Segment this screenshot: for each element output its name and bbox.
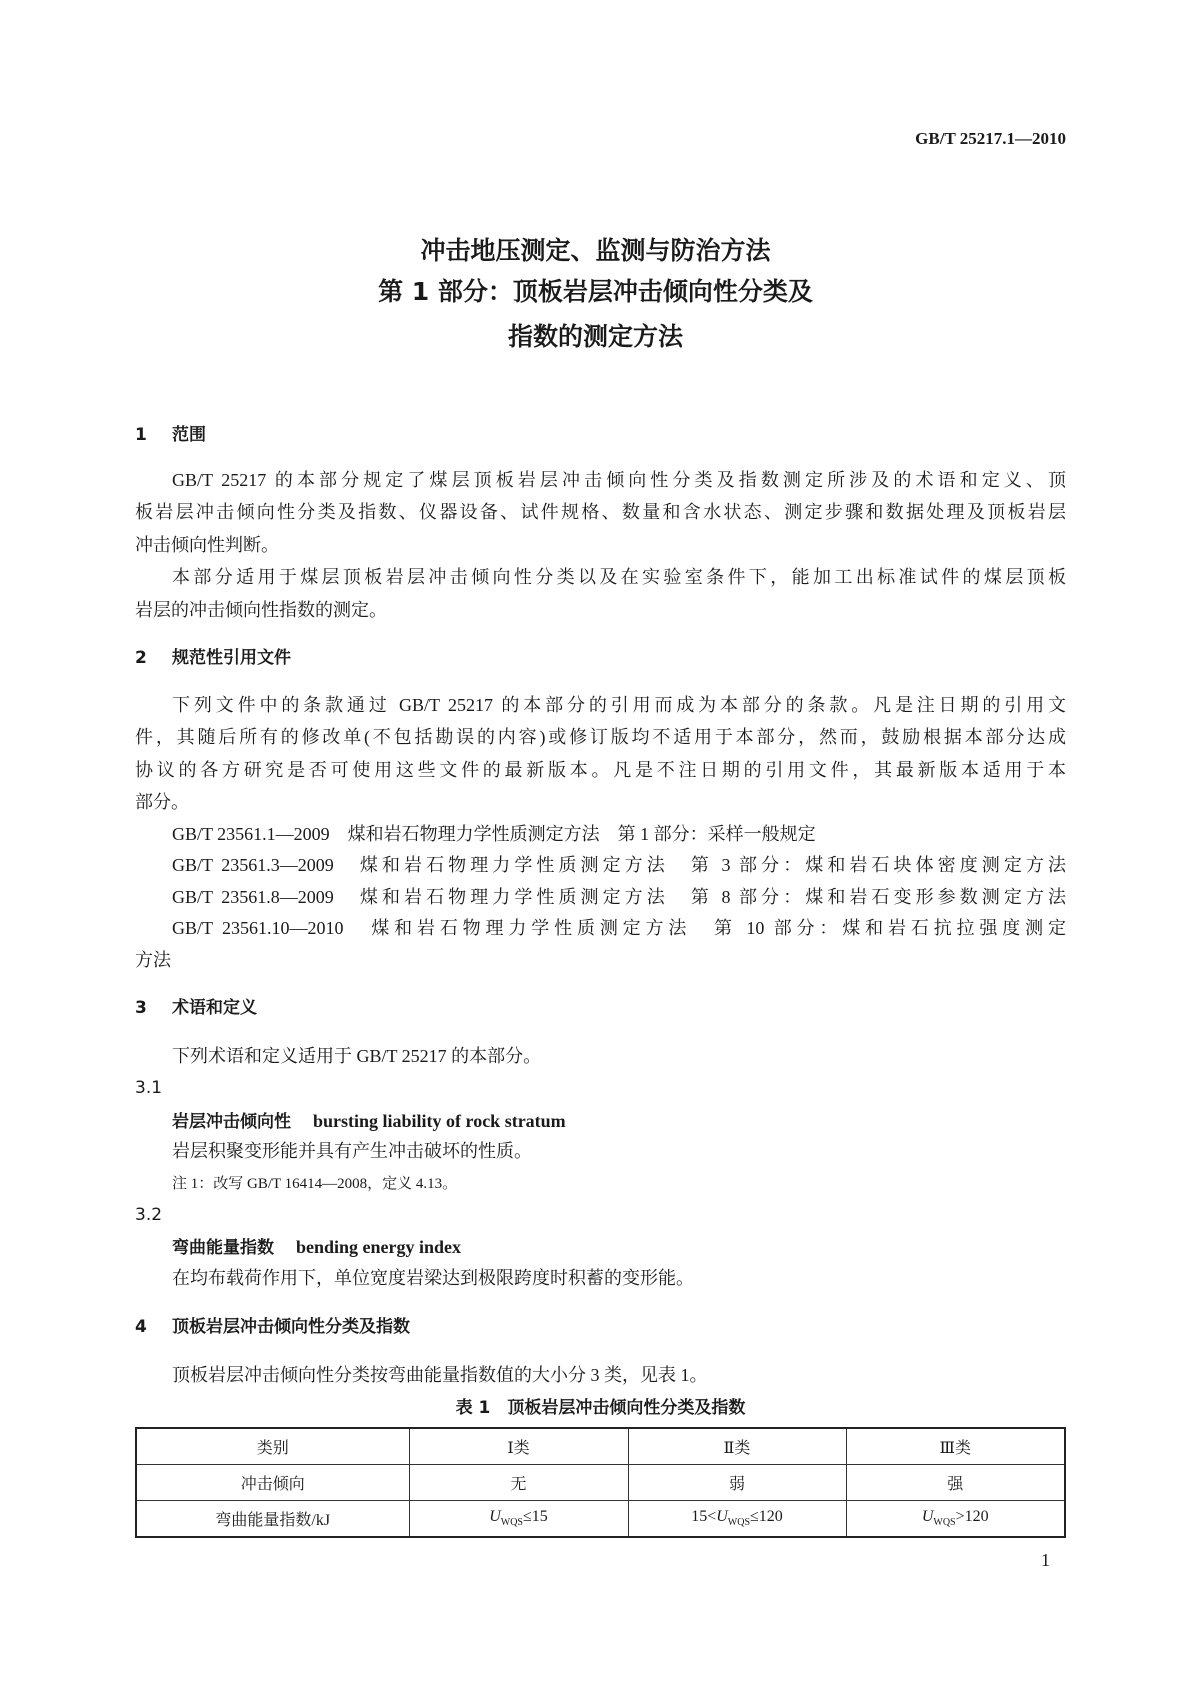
table-cell	[409, 1501, 628, 1538]
section-number: 1	[135, 425, 147, 445]
term-definition: 在均布载荷作用下，单位宽度岩梁达到极限跨度时积蓄的变形能。	[172, 1268, 694, 1288]
title-line-3: 指数的测定方法	[507, 322, 683, 351]
value: ≤120	[750, 1508, 783, 1526]
term-en: bending energy index	[296, 1237, 462, 1257]
term-number: 3.1	[135, 1078, 163, 1098]
paragraph-line: 板岩层冲击倾向性分类及指数、仪器设备、试件规格、数量和含水状态、测定步骤和数据处理及顶板岩层	[135, 502, 1066, 522]
term-en: bursting liability of rock stratum	[313, 1111, 566, 1131]
reference-item: GB/T 23561.8—2009 煤和岩石物理力学性质测定方法 第 8 部分：煤和岩石变形参数测定方法	[172, 887, 1066, 907]
term-3-2	[135, 1231, 1066, 1264]
table-row	[136, 1465, 1065, 1501]
reference-item: 方法	[135, 950, 171, 970]
symbol: U	[716, 1508, 728, 1526]
section-2-heading	[135, 642, 1066, 674]
section-title: 术语和定义	[172, 998, 257, 1018]
value: >120	[955, 1508, 989, 1526]
reference-item: GB/T 23561.10—2010 煤和岩石物理力学性质测定方法 第 10 部分：煤和岩石抗拉强度测定	[172, 918, 1066, 938]
symbol: U	[921, 1508, 934, 1526]
table-header-cell: Ⅲ类	[846, 1428, 1065, 1465]
table-header-cell: Ⅰ类	[409, 1428, 628, 1465]
paragraph-line: 顶板岩层冲击倾向性分类按弯曲能量指数值的大小分 3 类，见表 1。	[172, 1365, 708, 1385]
paragraph-line: 岩层的冲击倾向性指数的测定。	[135, 600, 387, 620]
table-cell: 弱	[628, 1465, 846, 1501]
paragraph-line: GB/T 25217 的本部分规定了煤层顶板岩层冲击倾向性分类及指数测定所涉及的术语和定义、顶	[172, 470, 1066, 490]
table-cell: 冲击倾向	[136, 1465, 409, 1501]
reference-item: GB/T 23561.3—2009 煤和岩石物理力学性质测定方法 第 3 部分：煤和岩石块体密度测定方法	[172, 855, 1066, 875]
section-number: 3	[135, 998, 147, 1018]
section-1-heading	[135, 419, 1066, 451]
paragraph-line: 本部分适用于煤层顶板岩层冲击倾向性分类以及在实验室条件下，能加工出标准试件的煤层顶板	[172, 567, 1066, 587]
page-number: 1	[1041, 1550, 1050, 1570]
symbol: U	[489, 1508, 501, 1526]
table-cell: 无	[409, 1465, 628, 1501]
table-cell: 弯曲能量指数/kJ	[136, 1501, 409, 1538]
term-definition: 岩层积聚变形能并具有产生冲击破坏的性质。	[172, 1141, 532, 1161]
table-cell: 强	[846, 1465, 1065, 1501]
paragraph-line: 下列文件中的条款通过 GB/T 25217 的本部分的引用而成为本部分的条款。凡是注日期的引用文	[172, 695, 1066, 715]
value: 15<	[691, 1508, 717, 1526]
section-title: 顶板岩层冲击倾向性分类及指数	[172, 1317, 410, 1337]
term-zh: 弯曲能量指数	[172, 1238, 274, 1258]
table-cell	[628, 1501, 846, 1538]
paragraph-line: 协议的各方研究是否可使用这些文件的最新版本。凡是不注日期的引用文件，其最新版本适用于本	[135, 760, 1066, 780]
title-line-1: 冲击地压测定、监测与防治方法	[420, 236, 771, 265]
term-note: 注 1：改写 GB/T 16414—2008，定义 4.13。	[172, 1176, 458, 1192]
paragraph-line: 部分。	[135, 792, 189, 812]
section-title: 范围	[172, 425, 206, 445]
section-title: 规范性引用文件	[172, 648, 291, 668]
table-caption: 表 1 顶板岩层冲击倾向性分类及指数	[455, 1398, 746, 1418]
section-number: 2	[135, 648, 147, 668]
table-cell	[846, 1501, 1065, 1538]
classification-table	[135, 1427, 1066, 1538]
paragraph-line: 件，其随后所有的修改单(不包括勘误的内容)或修订版均不适用于本部分，然而，鼓励根据本部分达成	[135, 727, 1066, 747]
reference-item: GB/T 23561.1—2009 煤和岩石物理力学性质测定方法 第 1 部分：采样一般规定	[172, 824, 816, 844]
value: ≤15	[523, 1508, 548, 1526]
subscript: WQS	[500, 1517, 523, 1529]
section-4-heading	[135, 1311, 1066, 1343]
table-header-cell: Ⅱ类	[628, 1428, 846, 1465]
title-line-2: 第 1 部分：顶板岩层冲击倾向性分类及	[378, 277, 813, 306]
subscript: WQS	[727, 1517, 751, 1529]
term-zh: 岩层冲击倾向性	[172, 1112, 291, 1132]
paragraph-line: 冲击倾向性判断。	[135, 535, 279, 555]
section-3-heading	[135, 992, 1066, 1024]
term-3-1	[135, 1105, 1066, 1138]
section-number: 4	[135, 1317, 147, 1337]
table-row	[136, 1428, 1065, 1465]
standard-code: GB/T 25217.1—2010	[915, 129, 1066, 148]
subscript: WQS	[933, 1517, 956, 1529]
table-header-cell: 类别	[136, 1428, 409, 1465]
table-row	[136, 1501, 1065, 1538]
term-number: 3.2	[135, 1205, 163, 1225]
paragraph-line: 下列术语和定义适用于 GB/T 25217 的本部分。	[172, 1046, 542, 1066]
